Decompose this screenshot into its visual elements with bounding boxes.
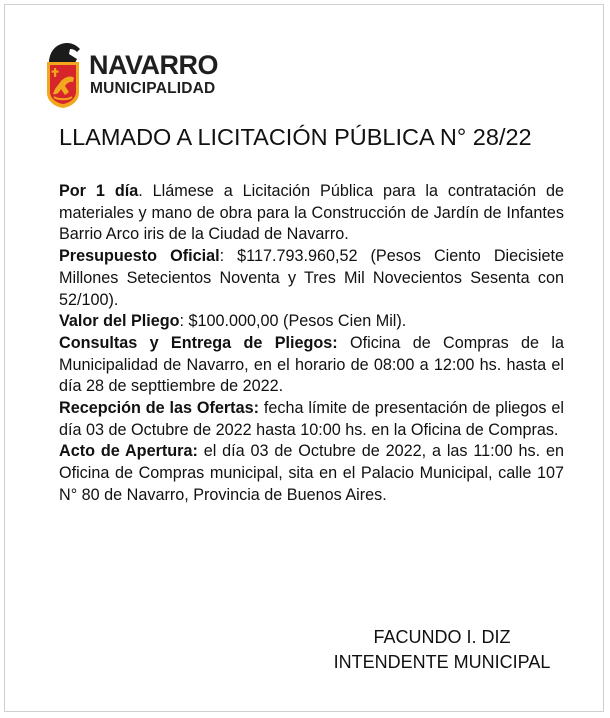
signature-block (305, 625, 579, 675)
municipality-logo (43, 37, 243, 109)
notice-body (59, 181, 564, 507)
paragraph-document-price (59, 311, 564, 333)
paragraph-label: Acto de Apertura: (59, 442, 198, 461)
paragraph-label: Valor del Pliego (59, 312, 180, 331)
brand-name: NAVARRO (89, 50, 218, 80)
paragraph-text: Oficina de Compras de la Municipalidad de Navarro, en el horario de 08:00 a 12:00 hs. hasta el día 28 de septtiembre de 2022. (59, 333, 564, 396)
paragraph-text: el día 03 de Octubre de 2022, a las 11:00 hs. en Oficina de Compras municipal, sita en el Palacio Municipal, calle 107 N° 80 de Navarro, Provincia de Buenos Aires. (59, 442, 565, 504)
paragraph-text: : $117.793.960,52 (Pesos Ciento Diecisiete Millones Setecientos Noventa y Tres Mil Novecientos Sesenta con 52/100). (59, 247, 564, 309)
paragraph-text: . Llámese a Licitación Pública para la contratación de materiales y mano de obra para la Construcción de Jardín de Infantes Barrio Arco iris de la Ciudad de Navarro. (59, 182, 564, 244)
paragraph-reception (59, 398, 564, 441)
notice-title: LLAMADO A LICITACIÓN PÚBLICA N° 28/22 (59, 124, 532, 150)
signatory-role: INTENDENTE MUNICIPAL (333, 652, 551, 672)
paragraph-budget (59, 246, 564, 311)
paragraph-label: Consultas y Entrega de Pliegos: (59, 333, 338, 352)
notice-page (4, 4, 604, 712)
coat-of-arms-icon (43, 37, 83, 109)
paragraph-label: Recepción de las Ofertas: (59, 399, 259, 418)
paragraph-label: Presupuesto Oficial (59, 247, 220, 266)
paragraph-opening (59, 441, 564, 506)
brand-subtitle: MUNICIPALIDAD (90, 80, 216, 97)
paragraph-text: fecha límite de presentación de pliegos el día 03 de Octubre de 2022 hasta 10:00 hs. en la Oficina de Compras. (59, 399, 564, 439)
paragraph-label: Por 1 día (59, 182, 139, 200)
paragraph-inquiries (59, 333, 564, 398)
signatory-name: FACUNDO I. DIZ (373, 627, 511, 647)
paragraph-text: : $100.000,00 (Pesos Cien Mil). (179, 312, 407, 331)
paragraph-duration (59, 181, 564, 246)
